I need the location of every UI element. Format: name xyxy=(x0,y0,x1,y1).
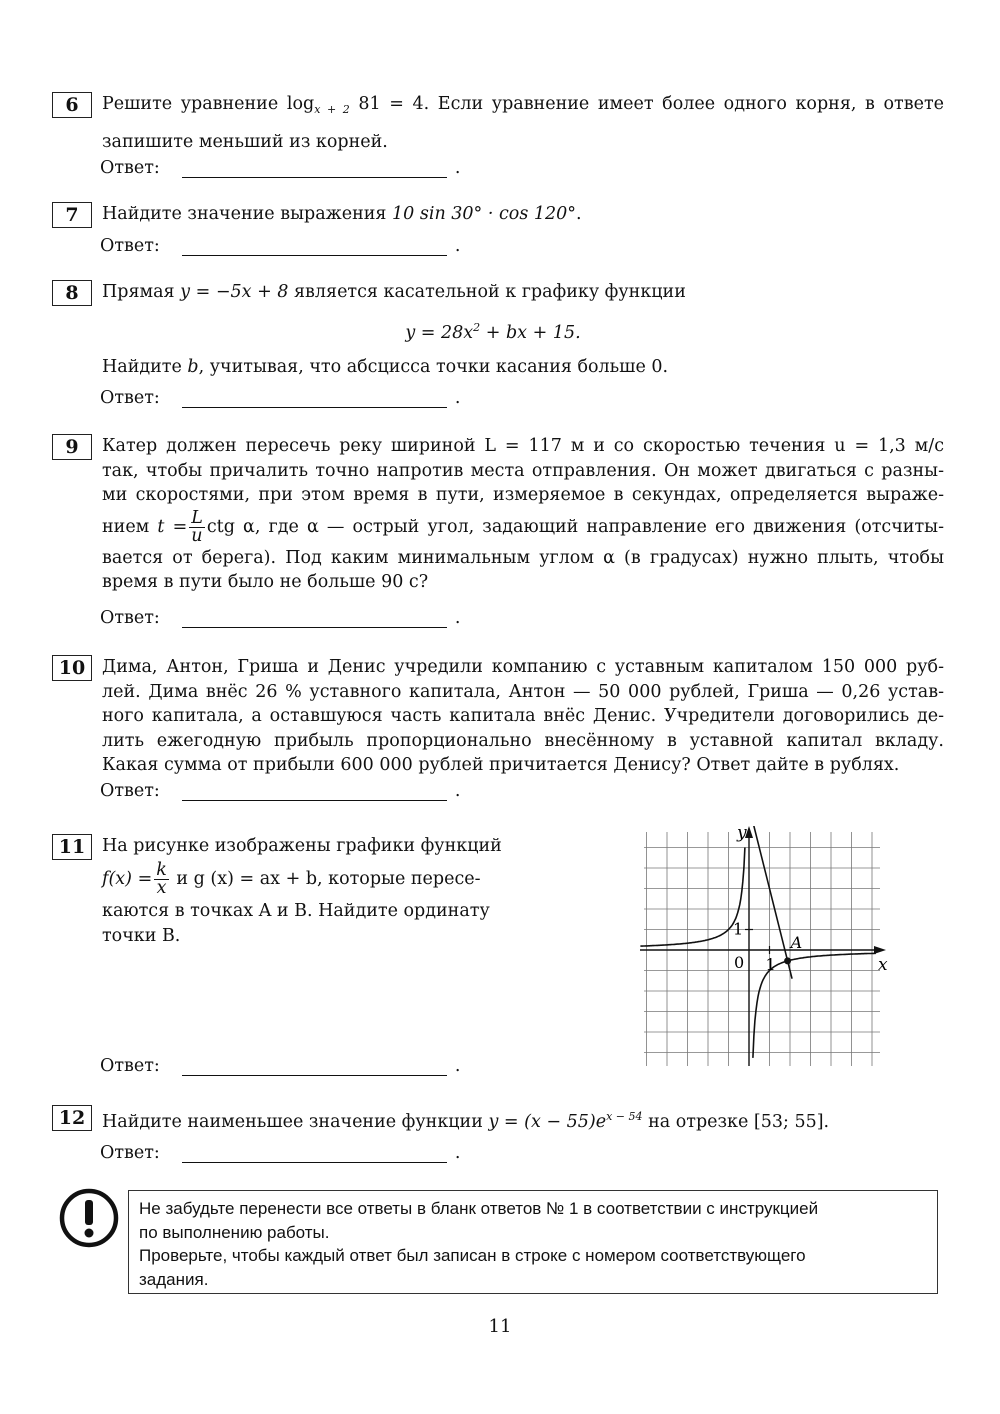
equation: $\log_{x + 2} 81 = 4$ xyxy=(286,94,424,116)
notice-box xyxy=(128,1190,938,1294)
x-axis-label: x xyxy=(878,955,888,975)
tangent-line-eq: y = −5x + 8 xyxy=(180,282,289,302)
notice-line: задания. xyxy=(139,1269,209,1289)
y-tick-label: 1 xyxy=(733,919,744,939)
answer-line[interactable]: Ответ: . xyxy=(100,388,461,408)
problem-text: Дима, Антон, Гриша и Денис учредили компанию с уставным капиталом 150 000 руб- лей. Дима внёс 26 % уставного капитала, Антон — 50 000 рублей, Гриша — 0,26 устав- ного капитала, а оставшуюся часть капитала внёс Денис. Учредители договорились де- лить ежегодную прибыль пропорционально внесённому в уставной капитал вкладу. Какая сумма от прибыли 600 000 рублей причитается Денису? Ответ дайте в рублях. xyxy=(102,657,944,775)
expression: 10 sin 30° · cos 120° xyxy=(392,204,577,224)
problem-text: Найдите значение выражения 10 sin 30° · cos 120°. xyxy=(102,204,582,224)
problem-text: Прямая y = −5x + 8 является касательной к графику функции $y = 28x^2$ + bx + 15. Найдите b, учитывая, что абсцисса точки касания больше 0. xyxy=(102,280,944,380)
time-formula: t = $\frac{L}{u}$ ctg α xyxy=(157,507,255,546)
problem-number: 6 xyxy=(52,92,92,118)
point-a-label: A xyxy=(790,933,803,952)
problem-text: На рисунке изображены графики функций f(x) = $\frac{k}{x}$ и g (x) = ax + b, которые пересе- каются в точках A и B. Найдите ординату точки B. xyxy=(102,836,502,946)
page-number: 11 xyxy=(488,1316,512,1337)
answer-line[interactable]: Ответ: . xyxy=(100,1056,461,1076)
hyperbola-left-branch xyxy=(640,848,745,947)
answer-line[interactable]: Ответ: . xyxy=(100,781,461,801)
point-a xyxy=(784,957,791,964)
function-eq: $y = 28x^2$ + bx + 15. xyxy=(405,320,581,343)
grid xyxy=(644,832,880,1066)
problem-number: 8 xyxy=(52,280,92,306)
answer-line[interactable]: Ответ: . xyxy=(100,1143,461,1163)
problem-number: 12 xyxy=(52,1105,92,1131)
problem-text: Найдите наименьшее значение функции $y = (x - 55)e^{x - 54}$ на отрезке [53; 55]. xyxy=(102,1110,830,1132)
notice-line: Проверьте, чтобы каждый ответ был записан в строке с номером соответствующего xyxy=(139,1246,806,1265)
answer-line[interactable]: Ответ: . xyxy=(100,608,461,628)
x-tick-label: 1 xyxy=(765,955,776,974)
problem-number: 7 xyxy=(52,202,92,228)
problem-number: 10 xyxy=(52,655,92,681)
notice-line: по выполнению работы. xyxy=(139,1222,330,1242)
problem-number: 11 xyxy=(52,834,92,860)
problem-text: Решите уравнение $\log_{x + 2} 81 = 4$. Если уравнение имеет более одного корня, в ответе запишите меньший из корней. xyxy=(102,94,944,152)
exclamation-icon xyxy=(58,1187,120,1249)
function-f: f(x) = $\frac{k}{x}$ xyxy=(102,860,167,898)
x-axis-arrow xyxy=(874,946,886,954)
origin-label: 0 xyxy=(734,953,745,972)
function-eq: $y = (x - 55)e^{x - 54}$ xyxy=(488,1110,643,1132)
problem-text: Катер должен пересечь реку шириной L = 117 м и со скоростью течения u = 1,3 м/с так, чтобы причалить точно напротив места отправления. Он может двигаться с разны- ми скоростями, при этом время в пути, измеряемое в секундах, определяется выраже- нием t = $\frac{L}{u}$ ctg α, где α — острый угол, задающий направление его движения (отсчиты- вается от берега). Под каким минимальным углом α (в градусах) нужно плыть, чтобы время в пути было не больше 90 с? xyxy=(102,436,944,592)
problem-number: 9 xyxy=(52,434,92,460)
answer-line[interactable]: Ответ: . xyxy=(100,236,461,256)
y-axis-label: y xyxy=(737,826,747,843)
answer-line[interactable]: Ответ: . xyxy=(100,158,461,178)
notice-line: Не забудьте перенести все ответы в бланк ответов № 1 в соответствии с инструкцией xyxy=(139,1199,819,1218)
function-graph xyxy=(640,826,890,1071)
